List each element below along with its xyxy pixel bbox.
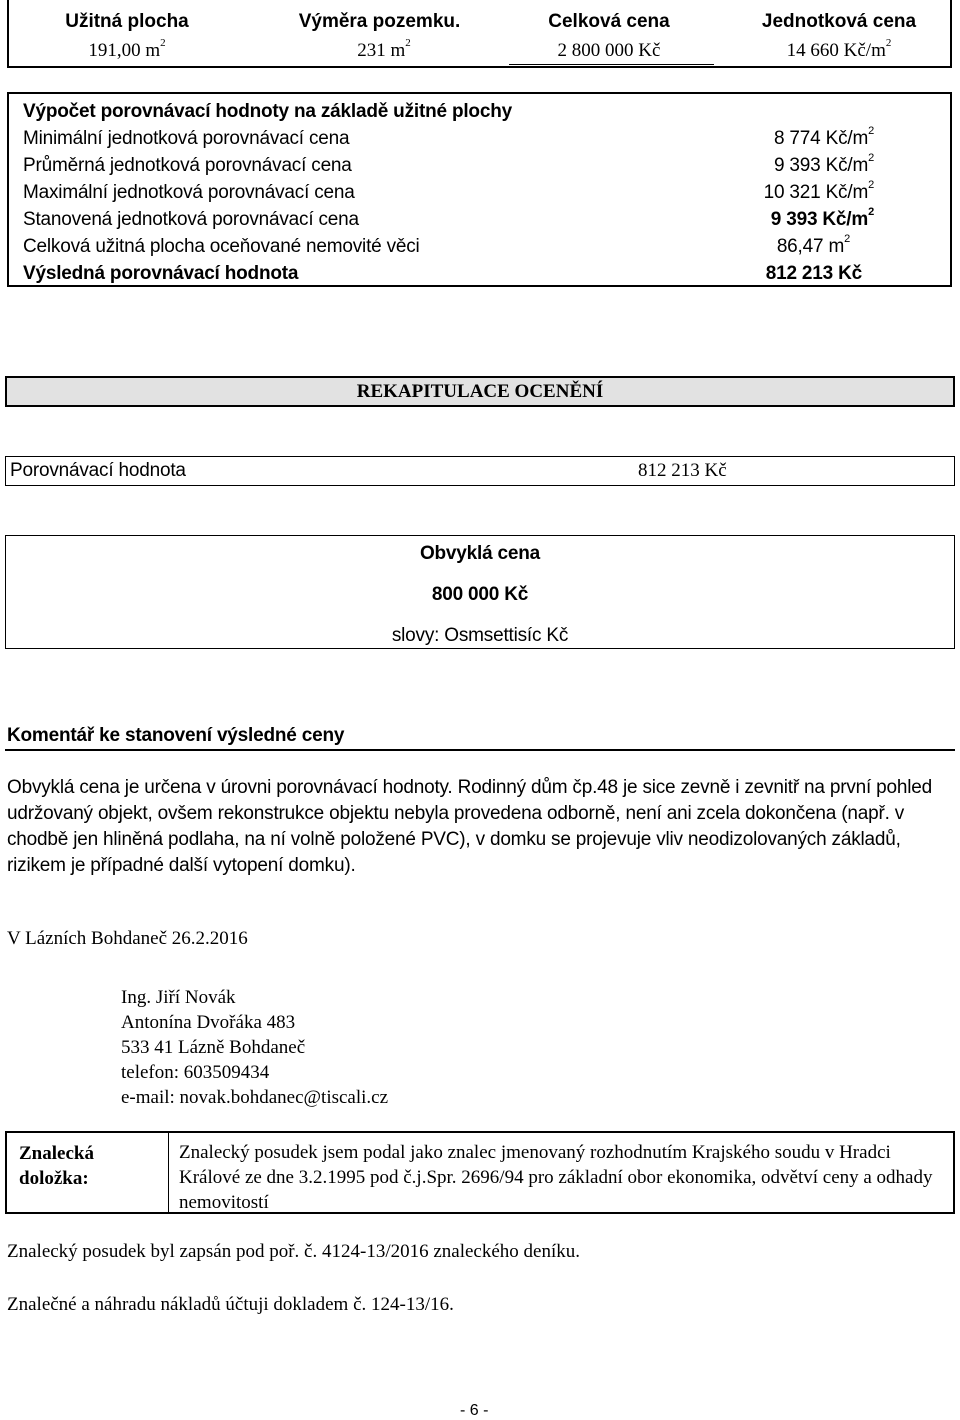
calc-row-stanovena: Stanovená jednotková porovnávací cena 9 393 $Kč/m^2$ (23, 206, 874, 230)
signature-email: e-mail: novak.bohdanec@tiscali.cz (121, 1087, 389, 1108)
slovy: slovy: Osmsettisíc Kč (391, 625, 569, 646)
znalecka-dolozka-box (5, 1131, 955, 1214)
col-vymera-pozemku: Výměra pozemku. (298, 11, 461, 32)
signature-block (121, 985, 388, 1110)
signature-street: Antonína Dvořáka 483 (121, 1012, 296, 1033)
page-number: - 6 - (460, 1402, 489, 1419)
calc-row-vysledna: Výsledná porovnávací hodnota 812 213 Kč (23, 263, 862, 284)
obvykla-title: Obvyklá cena (419, 543, 541, 564)
col-celkova-cena: Celková cena (548, 11, 670, 32)
val-vymera-pozemku: 231 $m^2$ (357, 37, 411, 61)
calc-row-max: Maximální jednotková porovnávací cena 10 321 $Kč/m^2$ (23, 179, 874, 203)
signature-city: 533 41 Lázně Bohdaneč (121, 1037, 306, 1058)
signature-name: Ing. Jiří Novák (121, 987, 236, 1008)
calc-row-avg: Průměrná jednotková porovnávací cena 9 393 $Kč/m^2$ (23, 152, 874, 176)
zapsan-text: Znalecký posudek byl zapsán pod poř. č. 4124-13/2016 znaleckého deníku. (7, 1241, 581, 1262)
obvykla-value: 800 000 Kč (431, 584, 529, 605)
col-jednotkova-cena: Jednotková cena (761, 11, 917, 32)
calc-title: Výpočet porovnávací hodnoty na základě užitné plochy (23, 101, 512, 122)
calculation-box (7, 92, 952, 287)
porovnavaci-label: Porovnávací hodnota (10, 460, 186, 481)
place-date: V Lázních Bohdaneč 26.2.2016 (7, 928, 248, 949)
divider (509, 64, 714, 65)
recap-title: REKAPITULACE OCENĚNÍ (356, 381, 604, 402)
calc-row-min: Minimální jednotková porovnávací cena 8 774 $Kč/m^2$ (23, 125, 874, 149)
comment-text: Obvyklá cena je určena v úrovni porovnávací hodnoty. Rodinný dům čp.48 je sice zevně i zevnitř na první pohled udržovaný objekt, ovšem rekonstrukce objektu nebyla provedena odborně, není ani zcela dokončena (např. v chodbě jen hliněná podlaha, na ní volně položené PVC), v domku se projevuje vliv neodizolovaných základů, rizikem je případné další vytopení domku). (7, 777, 933, 876)
col-uzitna-plocha: Užitná plocha (65, 11, 189, 32)
dolozka-text: Znalecký posudek jsem podal jako znalec jmenovaný rozhodnutím Krajského soudu v Hradci Králové ze dne 3.2.1995 pod č.j.Spr. 2696/94 pro základní obor ekonomika, odvětví ceny a odhady nemovitostí (179, 1142, 933, 1213)
obvykla-cena-box (5, 535, 955, 649)
comment-title: Komentář ke stanovení výsledné ceny (7, 725, 345, 746)
val-uzitna-plocha: 191,00 $m^2$ (88, 37, 166, 61)
recap-title-bar (5, 376, 955, 407)
signature-phone: telefon: 603509434 (121, 1062, 270, 1083)
dolozka-label-2: doložka: (19, 1168, 89, 1189)
val-celkova-cena: 2 800 000 Kč (557, 40, 661, 61)
dolozka-label-1: Znalecká (19, 1143, 94, 1164)
calc-row-plocha: Celková užitná plocha oceňované nemovité věci 86,47 $m^2$ (23, 233, 850, 257)
porovnavaci-hodnota-row (5, 456, 955, 486)
dolozka-label-cell (7, 1133, 169, 1212)
summary-header-box (7, 0, 952, 68)
val-jednotkova-cena: 14 660 $Kč/m^2$ (786, 37, 892, 61)
porovnavaci-value: 812 213 Kč (638, 460, 727, 481)
naklady-text: Znalečné a náhradu nákladů účtuji dokladem č. 124-13/16. (7, 1294, 454, 1315)
comment-title-row (5, 725, 955, 751)
